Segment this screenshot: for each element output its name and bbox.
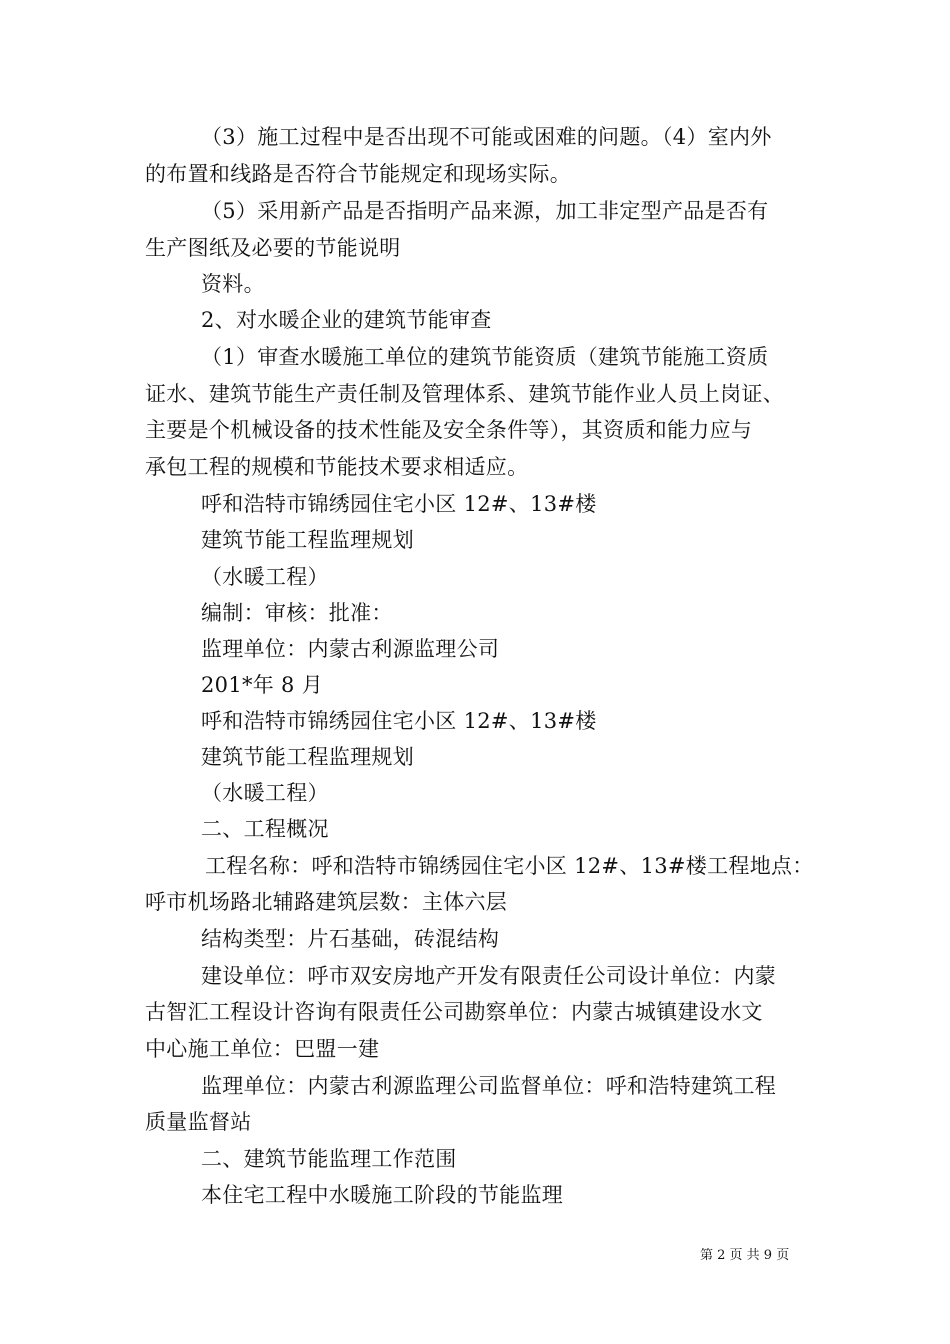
text-line: 生产图纸及必要的节能说明 xyxy=(145,236,401,260)
text-line: 监理单位：内蒙古利源监理公司 xyxy=(201,637,500,661)
page-number: 第 2 页 共 9 页 xyxy=(700,1248,790,1263)
text-line: 质量监督站 xyxy=(145,1110,252,1134)
text-line: 编制：审核：批准： xyxy=(201,601,393,625)
text-line: 2、对水暖企业的建筑节能审查 xyxy=(201,308,492,332)
text-line: 承包工程的规模和节能技术要求相适应。 xyxy=(145,455,529,479)
text-line: 呼和浩特市锦绣园住宅小区 12#、13#楼 xyxy=(201,492,597,516)
text-line: 建设单位：呼市双安房地产开发有限责任公司设计单位：内蒙 xyxy=(201,964,777,988)
text-line: 监理单位：内蒙古利源监理公司监督单位：呼和浩特建筑工程 xyxy=(201,1074,777,1098)
text-line: （水暖工程） xyxy=(201,781,329,805)
text-line: （水暖工程） xyxy=(201,565,329,589)
text-line: 资料。 xyxy=(201,272,265,296)
text-line: 呼和浩特市锦绣园住宅小区 12#、13#楼 xyxy=(201,709,597,733)
text-line: 工程名称：呼和浩特市锦绣园住宅小区 12#、13#楼工程地点： xyxy=(205,854,814,878)
text-line: 建筑节能工程监理规划 xyxy=(201,528,414,552)
text-line: 建筑节能工程监理规划 xyxy=(201,745,414,769)
text-line: 201*年 8 月 xyxy=(201,673,323,697)
text-line: 中心施工单位：巴盟一建 xyxy=(145,1037,380,1061)
text-line: （3）施工过程中是否出现不可能或困难的问题。（4）室内外 xyxy=(201,125,772,149)
text-line: 主要是个机械设备的技术性能及安全条件等），其资质和能力应与 xyxy=(145,418,753,442)
text-line: 证水、建筑节能生产责任制及管理体系、建筑节能作业人员上岗证、 xyxy=(145,382,784,406)
text-line: （5）采用新产品是否指明产品来源，加工非定型产品是否有 xyxy=(201,199,769,223)
text-line: （1）审查水暖施工单位的建筑节能资质（建筑节能施工资质 xyxy=(201,345,769,369)
text-line: 二、建筑节能监理工作范围 xyxy=(201,1147,457,1171)
text-line: 结构类型：片石基础，砖混结构 xyxy=(201,927,500,951)
text-line: 本住宅工程中水暖施工阶段的节能监理 xyxy=(201,1183,564,1207)
text-line: 的布置和线路是否符合节能规定和现场实际。 xyxy=(145,162,571,186)
text-line: 呼市机场路北辅路建筑层数：主体六层 xyxy=(145,890,508,914)
text-line: 二、工程概况 xyxy=(201,817,329,841)
text-line: 古智汇工程设计咨询有限责任公司勘察单位：内蒙古城镇建设水文 xyxy=(145,1000,763,1024)
